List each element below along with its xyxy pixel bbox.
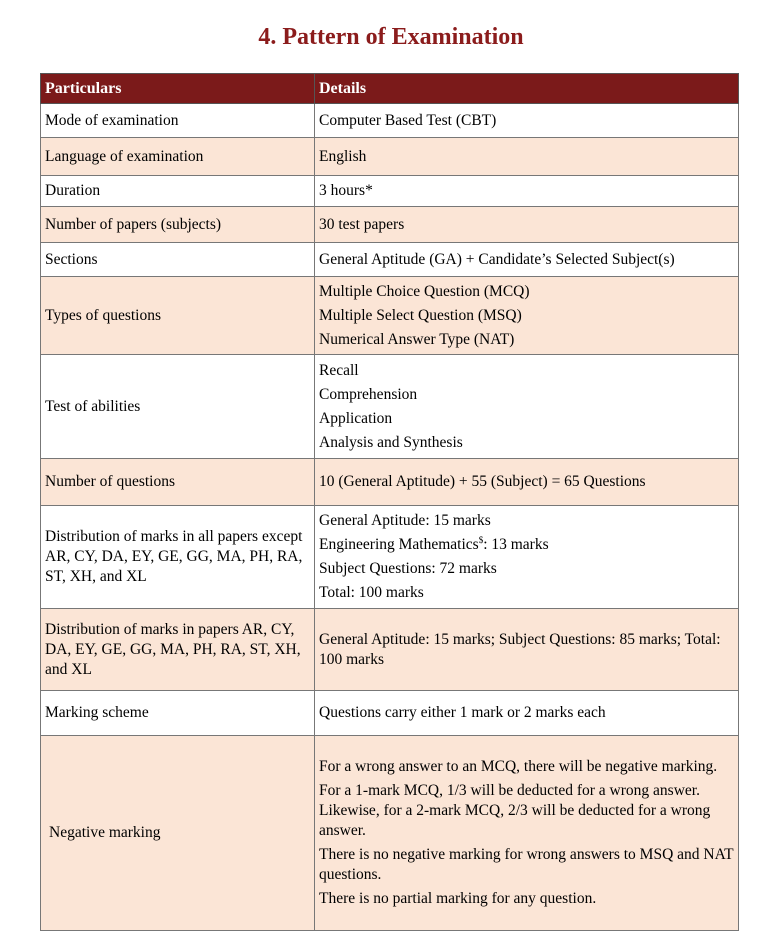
header-particulars: Particulars (41, 74, 315, 104)
table-row (41, 609, 739, 691)
exam-pattern-table (40, 73, 739, 931)
row-details (315, 176, 739, 207)
row-details (315, 355, 739, 459)
detail-line: General Aptitude: 15 marks; Subject Questions: 85 marks; Total: 100 marks (319, 630, 721, 668)
row-label: Number of questions (41, 459, 315, 506)
detail-text: : 13 marks (483, 536, 549, 553)
detail-line: Subject Questions: 72 marks (319, 560, 497, 577)
row-label: Language of examination (41, 138, 315, 176)
detail-line: Computer Based Test (CBT) (319, 111, 497, 129)
detail-line: 10 (General Aptitude) + 55 (Subject) = 65 Questions (319, 473, 646, 490)
row-details (315, 277, 739, 355)
row-details (315, 691, 739, 736)
row-label: Distribution of marks in all papers except AR, CY, DA, EY, GE, GG, MA, PH, RA, ST, XH, and XL (41, 506, 315, 609)
row-details (315, 506, 739, 609)
table-row (41, 176, 739, 207)
detail-line: General Aptitude: 15 marks (319, 512, 491, 529)
detail-line: Multiple Select Question (MSQ) (319, 306, 522, 324)
row-details (315, 459, 739, 506)
detail-line: For a wrong answer to an MCQ, there will be negative marking. (319, 758, 718, 775)
row-label: Sections (41, 243, 315, 277)
row-label: Number of papers (subjects) (41, 207, 315, 243)
row-label: Types of questions (41, 277, 315, 355)
row-details (315, 736, 739, 931)
row-details (315, 243, 739, 277)
table-row (41, 459, 739, 506)
row-details (315, 609, 739, 691)
detail-text: Engineering Mathematics (319, 536, 479, 553)
page-title: 4. Pattern of Examination (258, 24, 524, 50)
detail-line: General Aptitude (GA) + Candidate’s Selected Subject(s) (319, 250, 675, 268)
detail-line: 30 test papers (319, 215, 405, 233)
row-details (315, 138, 739, 176)
table-row (41, 277, 739, 355)
row-label: Distribution of marks in papers AR, CY, DA, EY, GE, GG, MA, PH, RA, ST, XH, and XL (41, 609, 315, 691)
row-label: Test of abilities (41, 355, 315, 459)
table-row (41, 355, 739, 459)
detail-line: Numerical Answer Type (NAT) (319, 330, 515, 348)
row-details (315, 207, 739, 243)
table-row (41, 138, 739, 176)
detail-line: Analysis and Synthesis (319, 433, 463, 451)
detail-line (319, 533, 734, 557)
detail-line: 3 hours* (319, 182, 373, 199)
row-label: Duration (41, 176, 315, 207)
table-header-row (41, 74, 739, 104)
table-row (41, 207, 739, 243)
row-label: Marking scheme (41, 691, 315, 736)
row-label: Mode of examination (41, 104, 315, 138)
table-row (41, 104, 739, 138)
detail-line: Application (319, 409, 393, 427)
detail-line: English (319, 147, 367, 165)
detail-line: Questions carry either 1 mark or 2 marks each (319, 704, 606, 721)
detail-line: Comprehension (319, 385, 418, 403)
detail-line: Recall (319, 361, 359, 379)
detail-line: Multiple Choice Question (MCQ) (319, 282, 530, 300)
table-row (41, 691, 739, 736)
table-row (41, 736, 739, 931)
row-details (315, 104, 739, 138)
detail-line: Total: 100 marks (319, 584, 424, 601)
header-details: Details (315, 74, 739, 104)
detail-line: There is no partial marking for any question. (319, 890, 597, 907)
table-row (41, 243, 739, 277)
row-label: Negative marking (41, 736, 315, 931)
detail-line: For a 1-mark MCQ, 1/3 will be deducted for a wrong answer. Likewise, for a 2-mark MCQ, 2/3 will be deducted for a wrong answer. (319, 782, 711, 839)
detail-line: There is no negative marking for wrong answers to MSQ and NAT questions. (319, 846, 734, 883)
table-row (41, 506, 739, 609)
footnote-mark: $ (478, 534, 484, 545)
